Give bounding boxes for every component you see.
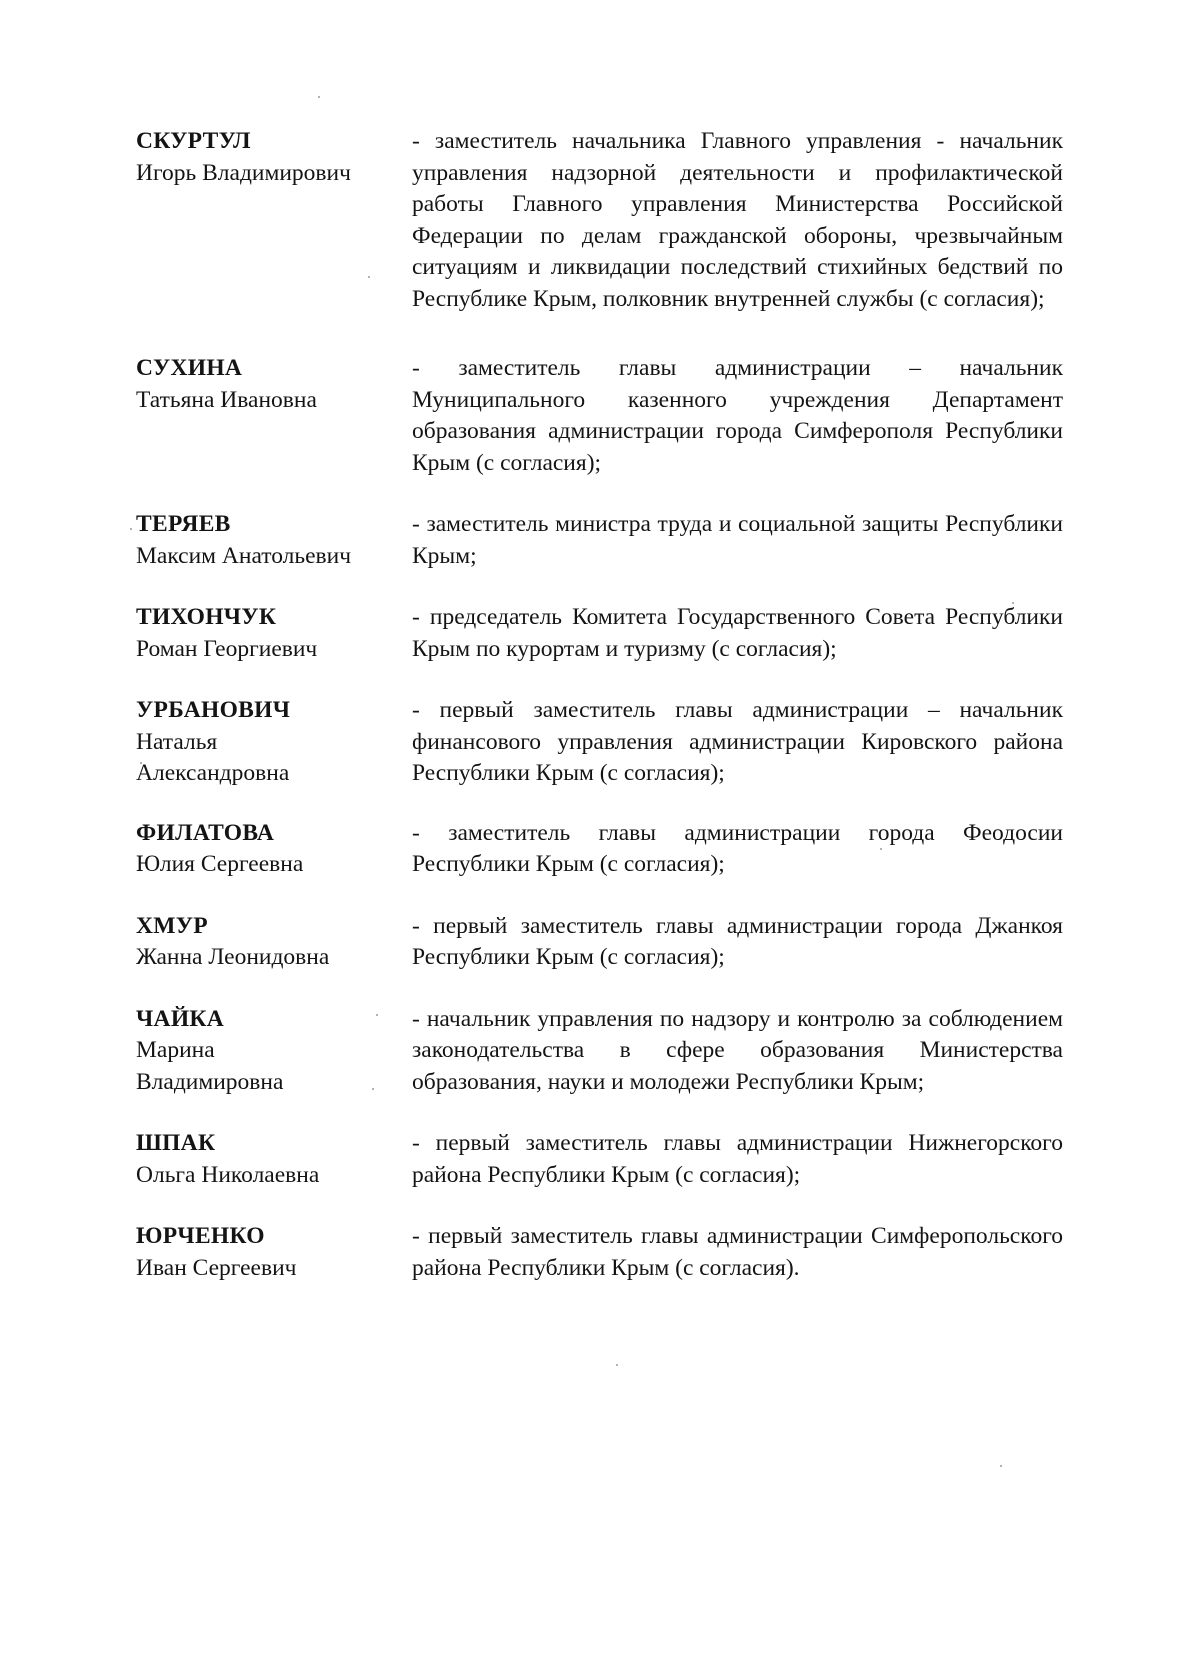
member-position: - заместитель главы администрации города Феодосии Республики Крым (с согласия); bbox=[412, 819, 1063, 877]
member-given-names: Татьяна Ивановна bbox=[136, 386, 317, 413]
member-entry bbox=[136, 1128, 1063, 1191]
member-given-names: Роман Георгиевич bbox=[136, 635, 318, 662]
member-position: - начальник управления по надзору и контролю за соблюдением законодательства в сфере образования Министерства образования, науки и молодежи Республики Крым; bbox=[412, 1005, 1063, 1095]
member-entry bbox=[136, 1004, 1063, 1099]
member-position: - первый заместитель главы администрации Нижнегорского района Республики Крым (с согласия); bbox=[412, 1130, 1063, 1188]
member-entry bbox=[136, 353, 1063, 479]
member-name bbox=[136, 818, 412, 881]
member-surname: ХМУР bbox=[136, 912, 208, 939]
member-given-names: Игорь Владимирович bbox=[136, 159, 351, 186]
scan-speck bbox=[318, 96, 320, 98]
member-entry bbox=[136, 911, 1063, 974]
member-position: - первый заместитель главы администрации – начальник финансового управления администрации Кировского района Республики Крым (с согласия); bbox=[412, 697, 1063, 786]
member-name bbox=[136, 911, 412, 974]
member-position: - заместитель министра труда и социальной защиты Республики Крым; bbox=[412, 511, 1063, 569]
member-surname: УРБАНОВИЧ bbox=[136, 697, 291, 723]
scan-speck bbox=[130, 528, 132, 530]
member-name bbox=[136, 1004, 336, 1099]
member-name bbox=[136, 353, 412, 416]
member-given-names: Юлия Сергеевна bbox=[136, 851, 304, 877]
member-given-names: Жанна Леонидовна bbox=[136, 944, 330, 970]
member-position: - заместитель главы администрации – начальник Муниципального казенного учреждения Департамент образования администрации города Симферополя Республики Крым (с согласия); bbox=[412, 355, 1063, 476]
member-given-names: Ольга Николаевна bbox=[136, 1161, 320, 1188]
member-given-names: Марина Владимировна bbox=[136, 1037, 284, 1095]
member-entry bbox=[136, 509, 1063, 572]
member-surname: ШПАК bbox=[136, 1130, 216, 1156]
member-position: - первый заместитель главы администрации Симферопольского района Республики Крым (с согласия). bbox=[412, 1223, 1063, 1281]
member-surname: ЮРЧЕНКО bbox=[136, 1223, 265, 1249]
member-surname: ТИХОНЧУК bbox=[136, 604, 277, 630]
member-entry bbox=[136, 695, 1063, 790]
member-surname: ФИЛАТОВА bbox=[136, 819, 275, 846]
member-position: - председатель Комитета Государственного Совета Республики Крым по курортам и туризму (с согласия); bbox=[412, 604, 1063, 662]
member-given-names: Иван Сергеевич bbox=[136, 1254, 297, 1281]
member-name bbox=[136, 1128, 412, 1191]
member-name bbox=[136, 602, 412, 665]
member-surname: СУХИНА bbox=[136, 355, 243, 381]
member-surname: СКУРТУЛ bbox=[136, 128, 251, 154]
member-given-names: Наталья Александровна bbox=[136, 728, 290, 786]
member-position: - первый заместитель главы администрации города Джанкоя Республики Крым (с согласия); bbox=[412, 912, 1063, 970]
member-name bbox=[136, 695, 336, 790]
member-name bbox=[136, 1221, 412, 1284]
member-surname: ТЕРЯЕВ bbox=[136, 511, 231, 537]
member-entry bbox=[136, 602, 1063, 665]
member-entry bbox=[136, 1221, 1063, 1284]
member-surname: ЧАЙКА bbox=[136, 1005, 225, 1032]
member-name bbox=[136, 509, 412, 572]
member-entry bbox=[136, 126, 1063, 315]
scan-speck bbox=[616, 1364, 618, 1366]
member-entry bbox=[136, 818, 1063, 881]
member-name bbox=[136, 126, 412, 189]
member-given-names: Максим Анатольевич bbox=[136, 542, 352, 569]
member-position: - заместитель начальника Главного управления - начальник управления надзорной деятельности и профилактической работы Главного управления Министерства Российской Федерации по делам гражданской обороны, чрезвычайным ситуациям и ликвидации последствий стихийных бедствий по Республике Крым, полковник внутренней службы (с согласия); bbox=[412, 128, 1063, 312]
scan-speck bbox=[1000, 1465, 1002, 1467]
